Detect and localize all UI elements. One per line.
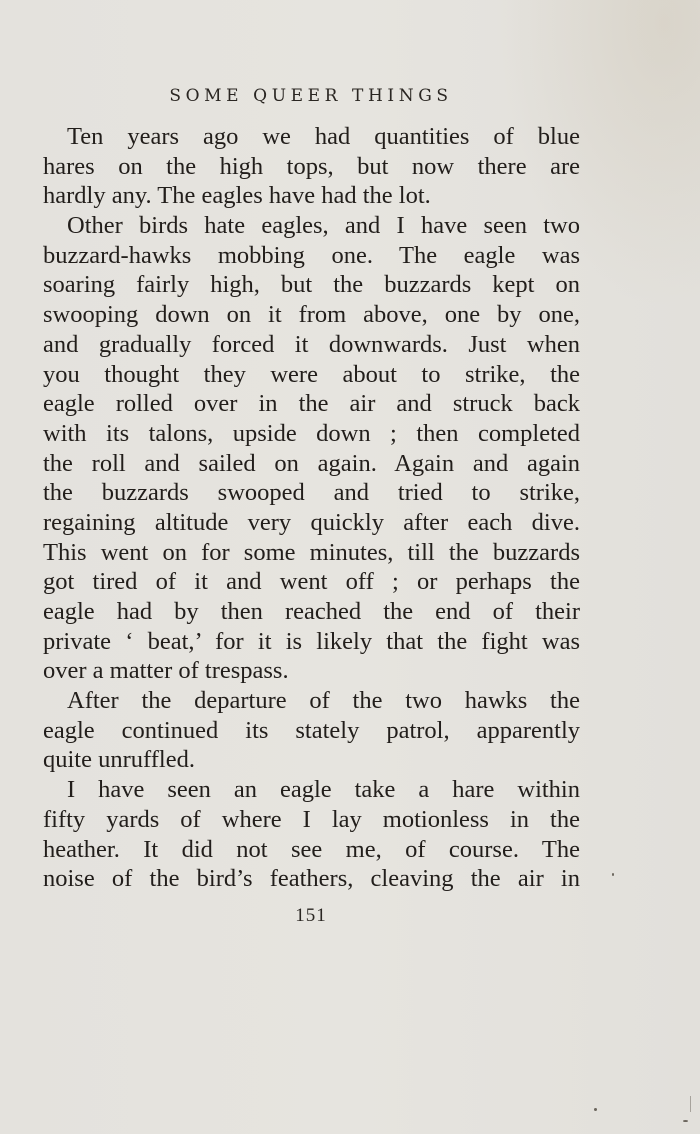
text-line: with its talons, upside down ; then completed — [43, 419, 580, 447]
text-line: you thought they were about to strike, the — [43, 360, 580, 388]
text-line: regaining altitude very quickly after each dive. — [43, 508, 580, 536]
text-line: eagle had by then reached the end of their — [43, 598, 580, 625]
text-line: the roll and sailed on again. Again and again — [43, 449, 580, 477]
text-line: over a matter of trespass. — [43, 657, 289, 685]
text-line: hares on the high tops, but now there are — [43, 152, 580, 180]
text-line: fifty yards of where I lay motionless in the — [43, 805, 580, 833]
page-number: 151 — [295, 905, 327, 926]
paper-speck — [690, 1096, 691, 1112]
text-line: got tired of it and went off ; or perhaps the — [43, 568, 580, 596]
paper-speck — [594, 1108, 597, 1111]
paper-speck — [612, 873, 614, 876]
text-line: the buzzards swooped and tried to strike, — [43, 479, 580, 507]
running-head: SOME QUEER THINGS — [169, 86, 453, 106]
text-line: buzzard-hawks mobbing one. The eagle was — [43, 241, 580, 269]
text-line: Other birds hate eagles, and I have seen two — [67, 212, 580, 240]
text-line: Ten years ago we had quantities of blue — [67, 123, 580, 150]
text-line: hardly any. The eagles have had the lot. — [43, 182, 431, 210]
text-line: This went on for some minutes, till the buzzards — [43, 538, 580, 566]
body-text — [43, 122, 580, 894]
text-line: private ‘ beat,’ for it is likely that the fight was — [43, 627, 580, 655]
text-line: noise of the bird’s feathers, cleaving the air in — [43, 865, 580, 893]
text-line: heather. It did not see me, of course. The — [43, 835, 580, 863]
text-line: I have seen an eagle take a hare within — [67, 776, 580, 804]
text-line: soaring fairly high, but the buzzards kept on — [43, 271, 580, 299]
text-line: eagle rolled over in the air and struck back — [43, 390, 580, 418]
text-line: and gradually forced it downwards. Just when — [43, 330, 580, 358]
text-line: After the departure of the two hawks the — [67, 687, 580, 715]
text-line: eagle continued its stately patrol, apparently — [43, 716, 580, 744]
text-line: quite unruffled. — [43, 746, 195, 774]
text-line: swooping down on it from above, one by one, — [43, 301, 580, 329]
paper-speck — [683, 1120, 688, 1122]
